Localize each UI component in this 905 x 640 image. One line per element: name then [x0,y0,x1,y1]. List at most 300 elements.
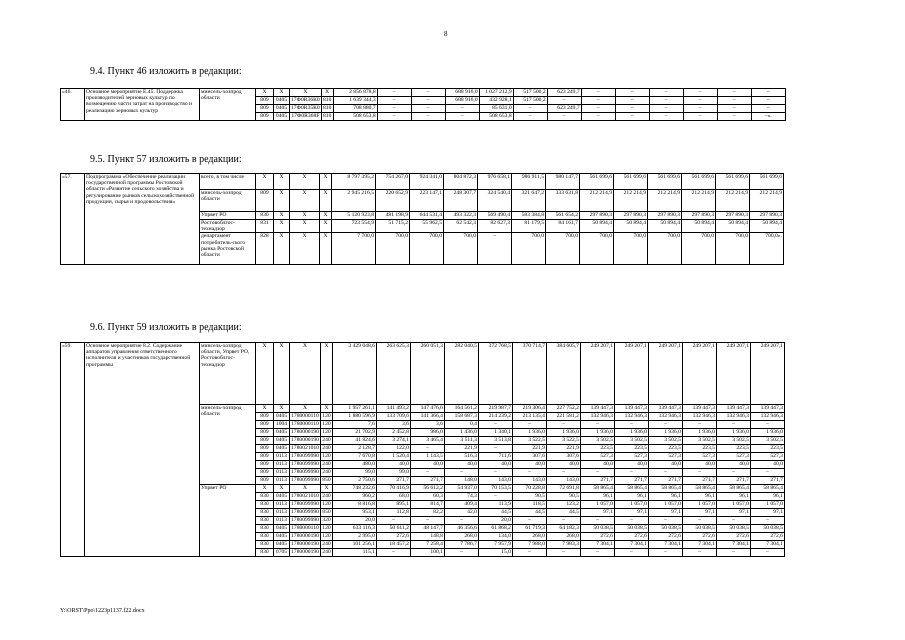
vr-code: 120 [322,413,331,419]
year-amount-cell: 561 699,6 [648,174,682,190]
grbs-code: 809 [256,461,274,469]
grbs-code: 830 [256,517,274,525]
year-amount-cell: 804 872,3 [444,174,478,190]
year-amount-cell: – [580,421,614,429]
year-amount-cell: 46 356,6 [444,525,478,533]
grbs-code: 830 [256,549,274,557]
year-amount-cell: – [547,113,581,121]
year-amount-cell: 1 436,0 [444,429,478,437]
vr-code: Х [320,174,332,190]
year-amount-cell: – [581,105,615,113]
year-amount-cell: 58 865,4 [580,485,614,493]
year-amount-cell: 219 306,4 [512,405,546,413]
year-amount-cell: 50 894,4 [750,220,784,233]
year-amount-cell: 249 207,1 [614,343,648,405]
rzpr-code: 0405 [274,533,290,541]
year-amount-cell: 223,5 [614,445,648,453]
year-amount-cell: 508 653,8 [479,113,513,121]
year-amount-cell: 272,6 [648,533,682,541]
year-amount-cell: – [411,97,445,105]
year-amount-cell: 272,6 [682,533,716,541]
rzpr-code: 0113 [274,501,290,509]
year-amount-cell: 282 040,5 [444,343,478,405]
year-amount-cell: 212 214,9 [750,190,784,212]
responsible-executor: Ростовоблгос-технадзор [200,220,256,233]
year-amount-cell: 223,5 [750,445,784,453]
vr-code: 320 [322,517,331,523]
csr-code: 17Ф0R368F [291,113,320,119]
year-amount-cell: 212 214,9 [580,190,614,212]
rzpr-code: 0405 [274,437,290,445]
year-amount-cell: – [683,97,717,105]
year-amount-cell: 221,9 [546,445,580,453]
rzpr-code: Х [274,405,290,413]
rzpr-code: Х [274,212,290,220]
year-amount-cell: – [614,421,648,429]
total-amount-cell: 8 816,8 [332,501,376,509]
total-amount-cell: 5 120 923,8 [332,212,376,220]
year-amount-cell: 58 865,4 [614,485,648,493]
year-amount-cell: 986 911,5 [512,174,546,190]
total-amount-cell: 7 670,8 [332,453,376,461]
year-amount-cell: – [648,421,682,429]
year-amount-cell: – [682,469,716,477]
csr-code: Х [290,220,320,233]
year-amount-cell: 1 143,5 [410,453,444,461]
csr-code: 1780099990 [291,477,319,483]
year-amount-cell: 143,0 [478,477,512,485]
year-amount-cell: 517 500,2 [513,97,547,105]
vr-code: Х [320,343,332,405]
year-amount-cell: – [716,469,750,477]
year-amount-cell: 50 611,2 [376,525,410,533]
csr-code: 1780099990 [291,461,319,467]
year-amount-cell: – [478,233,512,265]
year-amount-cell: – [615,105,649,113]
table-row [61,343,819,405]
vr-code: 240 [322,445,331,451]
year-amount-cell: – [649,105,683,113]
year-amount-cell: – [716,549,750,557]
year-amount-cell: 754 267,0 [376,174,410,190]
year-amount-cell: 97,1 [682,509,716,517]
year-amount-cell: – [445,113,479,121]
grbs-code: 830 [256,541,274,549]
year-amount-cell: – [716,421,750,429]
responsible-executor: Упрвет РО [200,485,256,557]
year-amount-cell: 61 719,3 [512,525,546,533]
csr-code: Х [290,485,321,493]
year-amount-cell: 1 340,1 [478,429,512,437]
year-amount-cell: 700,0 [614,233,648,265]
rzpr-code: 0405 [274,445,290,453]
year-amount-cell: 51 715,2 [376,220,410,233]
csr-code: 1780000110 [291,413,319,419]
total-amount-cell: 1 639 344,3 [333,97,377,105]
year-amount-cell: 96,1 [614,493,648,501]
year-amount-cell: 370 714,7 [512,343,546,405]
year-amount-cell: 297 890,3 [716,212,750,220]
year-amount-cell: 40,0 [444,461,478,469]
year-amount-cell: 50 894,4 [648,220,682,233]
year-amount-cell: 18 457,2 [376,541,410,549]
year-amount-cell: 7 304,1 [750,541,784,549]
year-amount-cell: 99,0 [376,469,410,477]
total-amount-cell: 20,0 [332,517,376,525]
year-amount-cell: 148,0 [444,477,478,485]
csr-code: 1780099990 [291,453,319,459]
year-amount-cell: 62 542,3 [444,220,478,233]
rzpr-code: 0405 [274,525,290,533]
vr-code: 120 [322,421,331,427]
grbs-code: 809 [256,421,274,429]
year-amount-cell: 96,1 [648,493,682,501]
year-amount-cell: 7 988,0 [512,541,546,549]
total-amount-cell: 1 880 596,9 [332,413,376,421]
vr-code: 120 [322,429,331,435]
year-amount-cell: 212 214,9 [648,190,682,212]
year-amount-cell: 15,0 [478,549,512,557]
year-amount-cell: 814,7 [410,501,444,509]
year-amount-cell: 214 239,2 [478,413,512,421]
year-amount-cell: 493 322,3 [444,212,478,220]
year-amount-cell: 143,0 [546,477,580,485]
rzpr-code: 0113 [274,509,290,517]
year-amount-cell: 700,0 [376,233,410,265]
year-amount-cell: – [682,549,716,557]
vr-code: 240 [322,469,331,475]
year-amount-cell: – [614,549,648,557]
year-amount-cell: 976 658,1 [478,174,512,190]
csr-code: 1780021010 [291,493,319,499]
total-amount-cell: 723 554,9 [332,220,376,233]
year-amount-cell: – [546,421,580,429]
year-amount-cell: 123,2 [546,501,580,509]
year-amount-cell: 517 500,2 [513,89,547,97]
year-amount-cell: – [751,105,785,113]
year-amount-cell: 561 699,6 [580,174,614,190]
year-amount-cell: – [717,113,751,121]
year-amount-cell: – [512,421,546,429]
grbs-code: 831 [256,220,274,233]
year-amount-cell: 700,0 [410,233,444,265]
year-amount-cell: 297 890,3 [750,212,784,220]
row-number: «46. [61,89,85,121]
year-amount-cell: – [683,113,717,121]
year-amount-cell: 227 752,2 [546,405,580,413]
year-amount-cell: – [581,113,615,121]
year-amount-cell: 212 214,9 [716,190,750,212]
year-amount-cell: 3 522,5 [546,437,580,445]
year-amount-cell: 54 937,0 [444,485,478,493]
year-amount-cell: 40,0 [682,461,716,469]
rzpr-code: 0705 [274,549,290,557]
grbs-code: 809 [256,97,274,105]
responsible-executor: минсель-хозпрод области [200,405,256,485]
year-amount-cell: – [717,105,751,113]
total-amount-cell: 953,1 [332,509,376,517]
year-amount-cell: 40,0 [512,461,546,469]
year-amount-cell: 481 198,9 [376,212,410,220]
year-amount-cell: – [512,469,546,477]
vr-code: 810 [322,97,332,103]
total-amount-cell: 41 824,6 [332,437,376,445]
vr-code: 120 [322,525,331,531]
year-amount-cell: – [716,517,750,525]
page-number: 8 [444,30,448,38]
csr-code: Х [290,405,321,413]
year-amount-cell: 96,1 [682,493,716,501]
year-amount-cell: 40,0 [410,461,444,469]
grbs-code: 809 [256,453,274,461]
year-amount-cell: 700,0 [716,233,750,265]
year-amount-cell: 569 490,4 [478,212,512,220]
vr-code: 240 [322,541,331,547]
year-amount-cell: 1 057,0 [750,501,784,509]
year-amount-cell: 249 207,1 [580,343,614,405]
year-amount-cell: 40,0 [546,461,580,469]
rzpr-code: 0405 [274,97,290,105]
csr-code: 1780000190 [291,429,319,435]
year-amount-cell: 50 038,5 [716,525,750,533]
year-amount-cell: 147 476,6 [410,405,444,413]
year-amount-cell: 711,6 [478,453,512,461]
year-amount-cell: 1 936,0 [614,429,648,437]
grbs-code: 830 [256,501,274,509]
year-amount-cell: 50 038,5 [682,525,716,533]
year-amount-cell: 74,3 [444,493,478,501]
rzpr-code: Х [274,343,290,405]
responsible-executor: минсель-хозпрод области, Упрвет РО, Ростовоблгос-технадзор [200,343,256,405]
year-amount-cell: 97,1 [580,509,614,517]
table-row [61,89,820,97]
year-amount-cell: 307,6 [546,453,580,461]
year-amount-cell: 40,0 [478,461,512,469]
rzpr-code: 0113 [274,453,290,461]
vr-code: Х [320,233,332,265]
year-amount-cell: 271,7 [580,477,614,485]
year-amount-cell: 263 625,3 [376,343,410,405]
total-amount-cell: 115,1 [332,549,376,557]
section-heading-59: 9.6. Пункт 59 изложить в редакции: [90,322,242,333]
year-amount-cell: 85 631,0 [479,105,513,113]
csr-code: 17Ф0R35К0 [291,105,320,111]
year-amount-cell: 84 161,7 [546,220,580,233]
csr-code: 1780021010 [291,445,319,451]
rzpr-code: 0405 [274,413,290,421]
year-amount-cell: 139 447,3 [750,405,784,413]
year-amount-cell: 221,9 [512,445,546,453]
file-path-footer: Y:\ORST\Ppo\1223p1137.f22.docx [60,608,145,614]
total-amount-cell: 748 232,6 [332,485,376,493]
year-amount-cell: 50 894,4 [580,220,614,233]
year-amount-cell: 527,3 [682,453,716,461]
grbs-code: 809 [256,469,274,477]
year-amount-cell: – [580,469,614,477]
year-amount-cell: 623 249,7 [547,105,581,113]
csr-code: Х [290,343,321,405]
year-amount-cell: 42,0 [444,509,478,517]
year-amount-cell: 132 946,3 [716,413,750,421]
year-amount-cell: 1 936,0 [580,429,614,437]
year-amount-cell: 700,0 [648,233,682,265]
year-amount-cell: 40,0 [614,461,648,469]
year-amount-cell: 212 214,9 [682,190,716,212]
rzpr-code: Х [274,174,290,190]
vr-code: 120 [322,533,331,539]
year-amount-cell: 272,6 [716,533,750,541]
year-amount-cell: 212 214,9 [614,190,648,212]
year-amount-cell: 60,3 [410,493,444,501]
year-amount-cell: 220 652,9 [376,190,410,212]
year-amount-cell: 164 561,2 [444,405,478,413]
year-amount-cell: – [478,421,512,429]
vr-code: 240 [322,461,331,467]
year-amount-cell: 268,0 [444,533,478,541]
year-amount-cell: 561 654,2 [546,212,580,220]
year-amount-cell: – [683,105,717,113]
vr-code: 240 [322,549,331,555]
year-amount-cell: 260 051,3 [410,343,444,405]
year-amount-cell: 58 865,4 [716,485,750,493]
total-amount-cell: 99,0 [332,469,376,477]
year-amount-cell: – [512,549,546,557]
grbs-code: Х [256,485,274,493]
year-amount-cell: – [615,113,649,121]
year-amount-cell: 118,5 [512,501,546,509]
vr-code: 810 [322,105,332,111]
year-amount-cell: – [750,469,784,477]
table-item-57 [60,173,818,265]
year-amount-cell: – [376,517,410,525]
year-amount-cell: – [444,469,478,477]
year-amount-cell: 271,7 [750,477,784,485]
vr-code: 240 [322,437,331,443]
csr-code: 1780000190 [291,533,319,539]
grbs-code: 809 [256,445,274,453]
year-amount-cell: 268,0 [546,533,580,541]
grbs-code: Х [256,174,274,190]
year-amount-cell: 272,6 [376,533,410,541]
year-amount-cell: 96,1 [750,493,784,501]
year-amount-cell: – [649,113,683,121]
year-amount-cell: 223 147,1 [410,190,444,212]
year-amount-cell: – [614,517,648,525]
year-amount-cell: – [547,97,581,105]
year-amount-cell: 271,7 [716,477,750,485]
year-amount-cell: – [478,469,512,477]
year-amount-cell: 527,3 [716,453,750,461]
grbs-code: 830 [256,525,274,533]
year-amount-cell: 561 699,6 [716,174,750,190]
grbs-code: 828 [256,233,274,265]
csr-code: Х [290,212,320,220]
year-amount-cell: 40,0 [750,461,784,469]
year-amount-cell: 61 868,2 [478,525,512,533]
year-amount-cell: 249 207,1 [682,343,716,405]
year-amount-cell: 700,0 [546,233,580,265]
year-amount-cell: 44,5 [478,509,512,517]
year-amount-cell: – [683,89,717,97]
rzpr-code: Х [274,220,290,233]
year-amount-cell: 40,0 [648,461,682,469]
year-amount-cell: 561 699,6 [682,174,716,190]
year-amount-cell: 3 502,5 [580,437,614,445]
year-amount-cell: – [411,89,445,97]
year-amount-cell: 3 274,1 [376,437,410,445]
year-amount-cell: 141 493,2 [376,405,410,413]
year-amount-cell: 248 307,7 [444,190,478,212]
year-amount-cell: 82,2 [410,509,444,517]
year-amount-cell: – [411,113,445,121]
year-amount-cell: 7 983,3 [546,541,580,549]
table-row [61,174,818,190]
year-amount-cell: 90,5 [546,493,580,501]
csr-code: 1780099990 [291,469,319,475]
year-amount-cell: 139 447,3 [614,405,648,413]
year-amount-cell: – [649,97,683,105]
rzpr-code: 0405 [274,105,290,113]
grbs-code: Х [256,343,274,405]
rzpr-code: Х [274,233,290,265]
year-amount-cell: 249 207,1 [716,343,750,405]
year-amount-cell: 307,6 [512,453,546,461]
year-amount-cell: 1 057,0 [580,501,614,509]
section-heading-46: 9.4. Пункт 46 изложить в редакции: [90,66,242,77]
year-amount-cell: 297 890,3 [648,212,682,220]
year-amount-cell: 40,0 [580,461,614,469]
year-amount-cell: – [750,421,784,429]
year-amount-cell: 113,9 [478,501,512,509]
year-amount-cell: 68,0 [376,493,410,501]
csr-code: Х [290,190,320,212]
year-amount-cell: – [546,549,580,557]
year-amount-cell: 7 258,4 [410,541,444,549]
year-amount-cell: 90,5 [512,493,546,501]
year-amount-cell: 122,0 [376,445,410,453]
year-amount-cell: 516,3 [444,453,478,461]
year-amount-cell: 64 182,3 [546,525,580,533]
measure-name: Основное мероприятие 8.2. Содержание аппаратов управления ответственного исполнителя и участников государственной программы [85,343,200,557]
year-amount-cell: 1 936,0 [682,429,716,437]
year-amount-cell: 56 612,2 [410,485,444,493]
rzpr-code: 0405 [274,429,290,437]
year-amount-cell: 221,9 [444,445,478,453]
csr-code: Х [290,89,322,97]
year-amount-cell: 141 366,4 [410,413,444,421]
year-amount-cell: 223,5 [580,445,614,453]
year-amount-cell: – [682,421,716,429]
year-amount-cell: 7 957,9 [478,541,512,549]
year-amount-cell: 58 865,4 [648,485,682,493]
year-amount-cell: 700,0 [512,233,546,265]
year-amount-cell: 219 987,7 [478,405,512,413]
year-amount-cell: 48 147,7 [410,525,444,533]
year-amount-cell: 3 502,5 [716,437,750,445]
year-amount-cell: 980 147,7 [546,174,580,190]
total-amount-cell: 101 256,1 [332,541,376,549]
rzpr-code: 1004 [274,421,290,429]
section-heading-57: 9.5. Пункт 57 изложить в редакции: [90,154,242,165]
year-amount-cell: – [445,105,479,113]
vr-code: 120 [322,501,331,507]
year-amount-cell: 70 416,9 [376,485,410,493]
year-amount-cell: 132 946,3 [614,413,648,421]
year-amount-cell: 561 699,6 [614,174,648,190]
year-amount-cell: 132 946,3 [580,413,614,421]
year-amount-cell: 143,0 [512,477,546,485]
year-amount-cell: 3,6 [376,421,410,429]
